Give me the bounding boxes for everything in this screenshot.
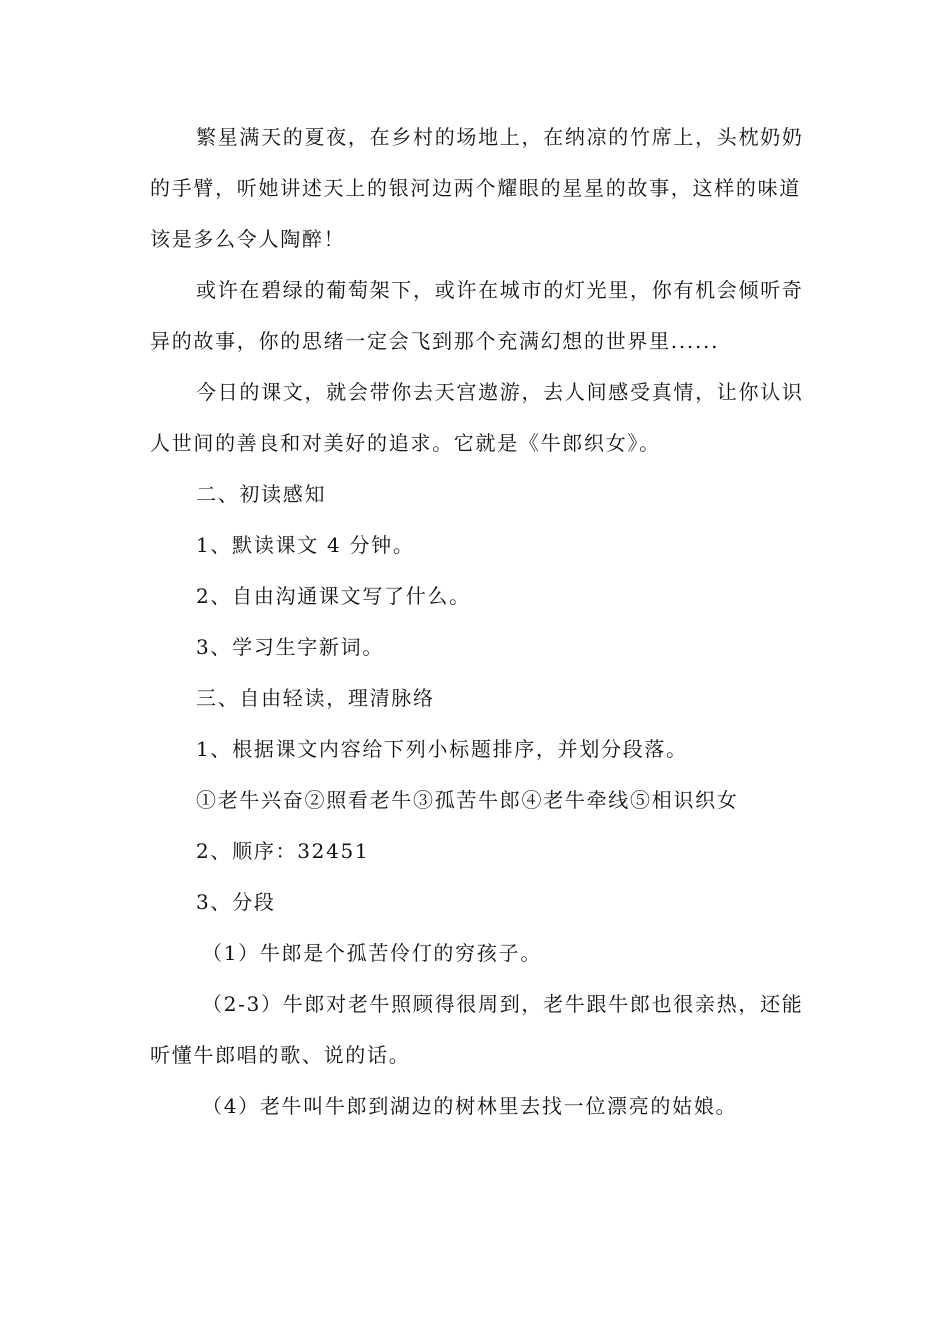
- list-item-silent-reading: 1、默读课文 4 分钟。: [196, 533, 415, 557]
- section-item-2-3: （2-3）牛郎对老牛照顾得很周到，老牛跟牛郎也很亲热，还能听懂牛郎唱的歌、说的话。: [150, 992, 804, 1067]
- section-heading-first-reading: 二、初读感知: [196, 482, 327, 506]
- list-item-order: 2、顺序：32451: [196, 839, 370, 863]
- section-item-4: （4）老牛叫牛郎到湖边的树林里去找一位漂亮的姑娘。: [202, 1094, 738, 1118]
- subtitle-options: ①老牛兴奋②照看老牛③孤苦牛郎④老牛牵线⑤相识织女: [196, 788, 739, 812]
- paragraph-intro-grape-trellis: 或许在碧绿的葡萄架下，或许在城市的灯光里，你有机会倾听奇异的故事，你的思绪一定会飞到那个充满幻想的世界里......: [150, 278, 804, 353]
- list-item-sections: 3、分段: [196, 890, 276, 914]
- list-item-new-words: 3、学习生字新词。: [196, 635, 385, 659]
- paragraph-intro-summer-night: 繁星满天的夏夜，在乡村的场地上，在纳凉的竹席上，头枕奶奶的手臂，听她讲述天上的银河边两个耀眼的星星的故事，这样的味道该是多么令人陶醉！: [150, 125, 804, 251]
- list-item-free-discussion: 2、自由沟通课文写了什么。: [196, 584, 471, 608]
- document-page: [150, 112, 810, 1132]
- paragraph-intro-lesson: 今日的课文，就会带你去天宫遨游，去人间感受真情，让你认识人世间的善良和对美好的追求。它就是《牛郎织女》。: [150, 380, 804, 455]
- section-item-1: （1）牛郎是个孤苦伶仃的穷孩子。: [202, 941, 542, 965]
- section-heading-free-reading: 三、自由轻读，理清脉络: [196, 686, 435, 710]
- list-item-sort-titles: 1、根据课文内容给下列小标题排序，并划分段落。: [196, 737, 688, 761]
